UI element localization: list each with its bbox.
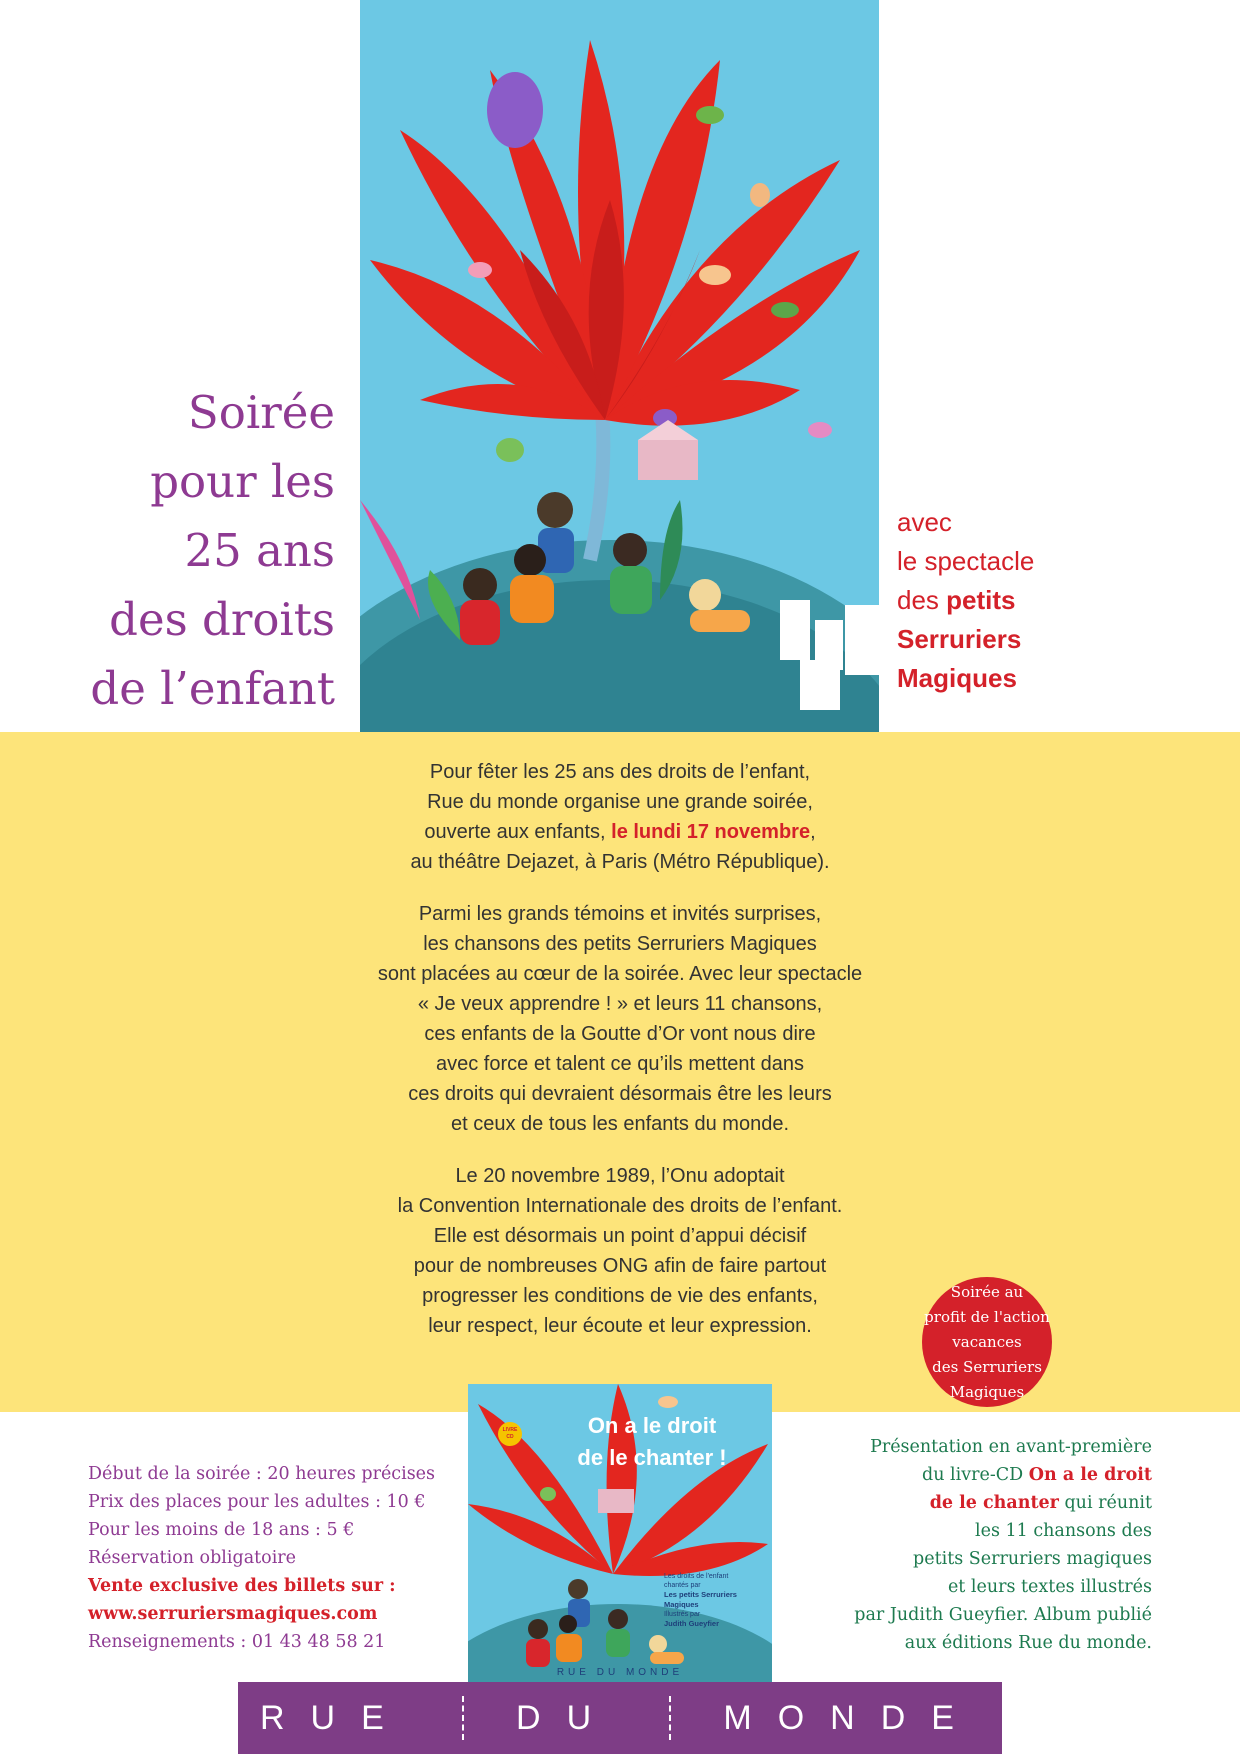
body-line: avec force et talent ce qu’ils mettent dans [436,1053,804,1075]
book-name: de le chanter [929,1493,1059,1513]
presentation-line: Présentation en avant-première [870,1437,1152,1457]
child-price: Pour les moins de 18 ans : 5 € [88,1520,355,1540]
charity-badge [922,1277,1052,1407]
gift-box [638,440,698,480]
avec-bold: Serruriers [897,624,1022,654]
show-subtitle [897,503,1197,698]
body-line: ces enfants de la Goutte d’Or vont nous dire [424,1023,816,1045]
body-line: Parmi les grands témoins et invités surprises, [418,903,822,925]
title-line: Soirée [187,386,335,439]
footer-word: DU [516,1698,618,1737]
body-line: et ceux de tous les enfants du monde. [451,1113,789,1135]
book-name: On a le droit [1028,1465,1152,1485]
badge-line: Magiques [949,1382,1025,1401]
credit-bold: Judith Gueyfier [664,1619,720,1628]
presentation-line [772,1461,1152,1489]
exclusive-sale: Vente exclusive des billets sur : [88,1576,396,1596]
book-title-line: On a le droit [587,1413,717,1438]
paragraph-3 [300,1161,940,1341]
body-line: , [810,821,816,843]
adult-price: Prix des places pour les adultes : 10 € [88,1492,426,1512]
title-line: de l’enfant [90,662,335,715]
credit-line: chantés par [664,1582,701,1589]
body-line: au théâtre Dejazet, à Paris (Métro République). [410,851,830,873]
badge-line: Soirée au [950,1282,1024,1301]
credit-line: Illustrés par [664,1611,701,1618]
credit-line: Les droits de l'enfant [664,1573,729,1580]
presentation-line [772,1489,1152,1517]
book-publisher: RUE DU MONDE [556,1667,684,1678]
presentation-text: qui réunit [1058,1493,1152,1513]
presentation-line: et leurs textes illustrés [947,1577,1152,1597]
event-title [5,378,335,723]
livre-cd-badge [498,1422,522,1446]
book-title [552,1410,752,1474]
title-line: pour les [150,455,335,508]
start-time: Début de la soirée : 20 heures précises [88,1464,436,1484]
avec-line [897,581,1197,620]
body-line: « Je veux apprendre ! » et leurs 11 chansons, [417,993,823,1015]
credit-bold: Les petits Serruriers Magiques [664,1590,737,1609]
presentation-line: par Judith Gueyfier. Album publié [854,1605,1152,1625]
book-presentation [772,1433,1152,1657]
avec-line [897,620,1197,659]
flower-illustration [360,0,879,732]
title-line: des droits [109,593,335,646]
body-line: progresser les conditions de vie des enfants, [422,1285,818,1307]
body-line: ouverte aux enfants, [424,821,612,843]
body-line: Le 20 novembre 1989, l’Onu adoptait [455,1165,785,1187]
footer-word: RUE [260,1698,410,1737]
body-line: leur respect, leur écoute et leur expression. [428,1315,812,1337]
presentation-line: les 11 chansons des [975,1521,1152,1541]
credit-line [664,1590,764,1610]
body-line: sont placées au cœur de la soirée. Avec leur spectacle [377,963,863,985]
book-credits [664,1572,764,1629]
body-line: la Convention Internationale des droits de l’enfant. [397,1195,843,1217]
avec-bold: Magiques [897,663,1017,693]
avec-line [897,659,1197,698]
publisher-footer [238,1682,1002,1754]
reservation-note: Réservation obligatoire [88,1548,297,1568]
footer-separator [462,1696,464,1740]
website-link[interactable]: www.serruriersmagiques.com [88,1604,378,1624]
body-line: les chansons des petits Serruriers Magiques [423,933,817,955]
contact-phone: Renseignements : 01 43 48 58 21 [88,1632,386,1652]
title-line: 25 ans [184,524,335,577]
badge-line: vacances [952,1332,1022,1351]
badge-line: des Serruriers [932,1357,1042,1376]
book-cover [468,1384,772,1684]
badge-line: profit de l'action [924,1307,1050,1326]
event-info [88,1460,468,1656]
body-line: ces droits qui devraient désormais être les leurs [408,1083,832,1105]
badge-text: LIVRE [502,1427,518,1433]
badge-text: CD [506,1434,514,1440]
avec-line: avec [897,507,952,537]
credit-line [664,1619,764,1629]
presentation-line: petits Serruriers magiques [913,1549,1152,1569]
avec-prefix: des [897,585,939,615]
body-line: pour de nombreuses ONG afin de faire partout [413,1255,827,1277]
purple-bird [487,72,543,148]
presentation-text: du livre-CD [922,1465,1029,1485]
body-line: Elle est désormais un point d’appui décisif [433,1225,807,1247]
footer-word: MONDE [723,1698,980,1737]
cover-illustration [360,0,879,732]
paragraph-2 [300,899,940,1139]
footer-separator [669,1696,671,1740]
body-line: Rue du monde organise une grande soirée, [427,791,813,813]
avec-line: le spectacle [897,546,1035,576]
presentation-line: aux éditions Rue du monde. [904,1633,1152,1653]
book-title-line: de le chanter ! [577,1445,727,1470]
avec-bold: petits [946,585,1016,615]
body-line: Pour fêter les 25 ans des droits de l’enfant, [429,761,811,783]
paragraph-1 [300,757,940,877]
body-text [300,757,940,1363]
date-highlight: le lundi 17 novembre [611,821,811,843]
